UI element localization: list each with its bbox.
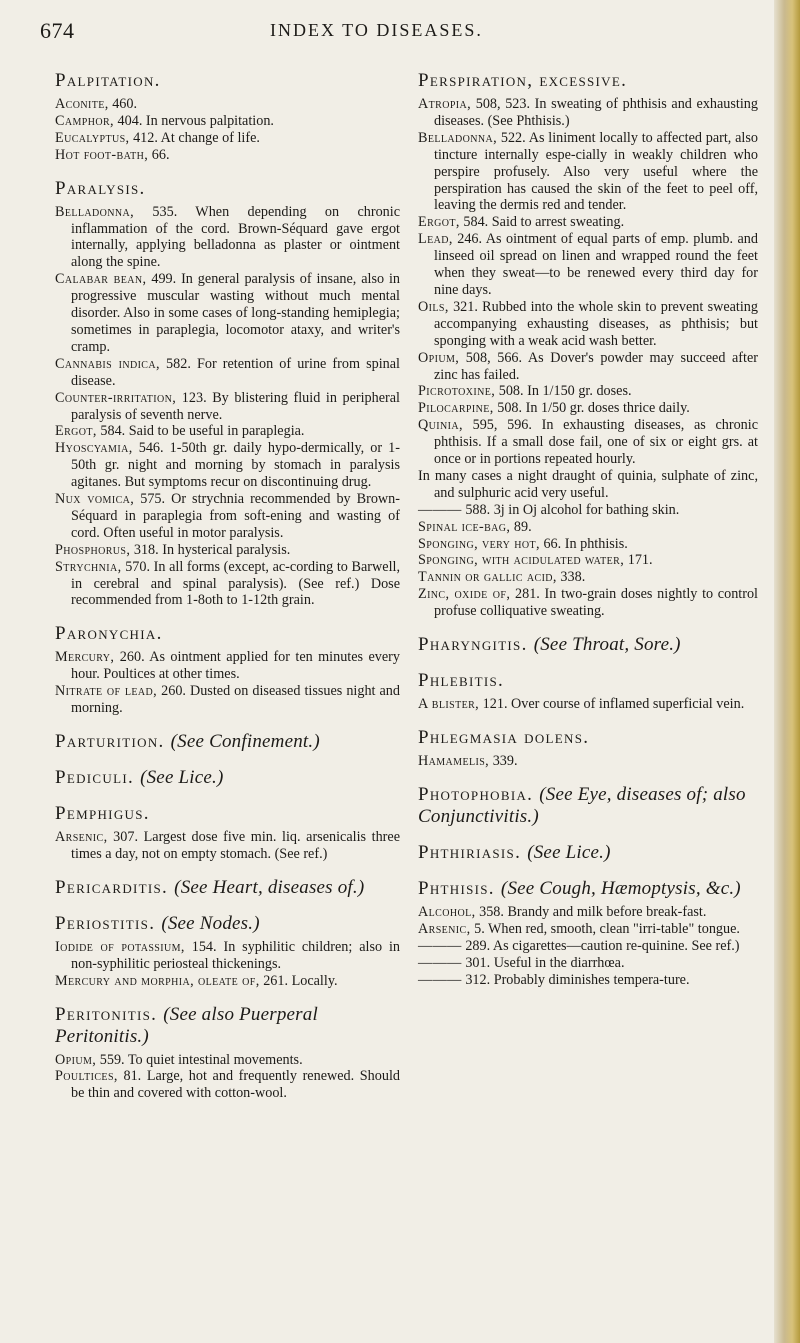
entry-text: 289. As cigarettes—caution re-quinine. See ref.): [461, 937, 740, 954]
remedy-name: Opium,: [418, 349, 460, 366]
heading-term: Paronychia.: [55, 623, 163, 645]
remedy-name: Quinia,: [418, 417, 463, 434]
section-heading: [55, 70, 400, 92]
remedy-name: Ergot,: [55, 423, 97, 440]
index-entry: [55, 1052, 400, 1069]
cross-reference: (See also Puerperal Peritonitis.): [55, 1003, 318, 1047]
index-section: [418, 842, 758, 864]
entry-text: 171.: [624, 552, 653, 569]
index-entry: [55, 204, 400, 272]
index-entry: [55, 683, 400, 717]
section-heading: [55, 623, 400, 645]
index-entry: [55, 559, 400, 610]
section-heading: [418, 70, 758, 92]
section-heading: [418, 878, 758, 900]
heading-term: Pemphigus.: [55, 803, 150, 824]
index-entry: [55, 939, 400, 973]
remedy-name: Belladonna,: [418, 129, 498, 146]
remedy-name: Oils,: [418, 298, 449, 315]
index-entry: [418, 536, 758, 553]
entry-text: 546. 1-50th gr. daily hypo-dermically, or 1-50th gr. night and morning by stomach in paralysis agitanes. But symptoms recur on discontinuing drug.: [71, 440, 400, 491]
running-title: INDEX TO DISEASES.: [270, 20, 483, 40]
index-section: [418, 670, 758, 713]
remedy-name: Ergot,: [418, 214, 460, 231]
entry-text: 522. As liniment locally to affected part, also tincture internally espe-cially in weakly children who perspire profusely. Also very useful where the perspiration has caused the skin of the feet to peel off, leaving the dermis red and tender.: [434, 129, 758, 214]
page-header: [40, 18, 770, 48]
remedy-name: Picrotoxine,: [418, 383, 496, 400]
entry-text: 66. In phthisis.: [539, 535, 628, 552]
index-entry: [55, 1068, 400, 1102]
heading-term: Pediculi.: [55, 767, 135, 788]
cross-reference: (See Confinement.): [170, 731, 320, 752]
index-section: [418, 878, 758, 989]
heading-term: Paralysis.: [55, 177, 146, 199]
entry-text: 261. Locally.: [259, 972, 338, 989]
index-entry: [418, 753, 758, 770]
entry-text: 508, 566. As Dover's powder may succeed after zinc has failed.: [434, 349, 758, 383]
section-heading: [55, 731, 400, 753]
entry-text: 595, 596. In exhausting diseases, as chronic phthisis. If a small dose fail, one of six or eight grs. at once or in portions repeated hourly.: [434, 417, 758, 468]
index-entry: [418, 299, 758, 350]
remedy-name: Arsenic,: [55, 829, 108, 845]
remedy-name: ———: [418, 954, 462, 971]
entry-text: 246. As ointment of equal parts of emp. plumb. and linseed oil spread on linen and wrapped round the feet when they sweat—to be renewed every third day for nine days.: [434, 231, 758, 298]
index-entry: [418, 400, 758, 417]
remedy-name: ———: [418, 501, 462, 518]
entry-text: 318. In hysterical paralysis.: [130, 541, 291, 558]
remedy-name: Spinal ice-bag,: [418, 518, 511, 535]
remedy-name: Cannabis indica,: [55, 355, 160, 372]
remedy-name: Mercury,: [55, 649, 115, 666]
entry-text: 281. In two-grain doses nightly to control profuse colliquative sweating.: [434, 586, 758, 620]
heading-term: Phlegmasia dolens.: [418, 727, 590, 748]
section-heading: [418, 634, 758, 656]
entry-text: 154. In syphilitic children; also in non-syphilitic periosteal thickenings.: [71, 938, 400, 972]
section-heading: [55, 767, 400, 789]
entry-text: 312. Probably diminishes tempera-ture.: [461, 971, 690, 988]
remedy-name: Phosphorus,: [55, 541, 131, 558]
index-entry: [418, 383, 758, 400]
remedy-name: Hot foot-bath,: [55, 146, 149, 163]
remedy-name: Calabar bean,: [55, 271, 147, 288]
index-entry: [418, 586, 758, 620]
remedy-name: ———: [418, 971, 462, 988]
heading-term: Parturition.: [55, 731, 165, 752]
entry-text: 260. As ointment applied for ten minutes every hour. Poultices at other times.: [71, 649, 400, 683]
remedy-name: Opium,: [55, 1051, 97, 1068]
index-entry: [55, 542, 400, 559]
entry-text: 66.: [148, 146, 170, 163]
index-entry: [418, 921, 758, 938]
section-heading: [55, 803, 400, 825]
index-section: [418, 727, 758, 770]
index-section: [55, 877, 400, 899]
entry-text: 321. Rubbed into the whole skin to prevent sweating accompanying exhausting diseases, as phthisis; but sponging with a weak acid wash better.: [434, 298, 758, 349]
entry-text: 307. Largest dose five min. liq. arsenicalis three times a day, not on empty stomach. (See ref.): [71, 829, 400, 862]
entry-text: 582. For retention of urine from spinal disease.: [71, 355, 400, 389]
remedy-name: Aconite,: [55, 96, 109, 112]
remedy-name: Pilocarpine,: [418, 400, 494, 417]
right-column: [418, 60, 758, 1002]
entry-text: 559. To quiet intestinal movements.: [96, 1051, 303, 1068]
index-section: [55, 623, 400, 717]
entry-text: 358. Brandy and milk before break-fast.: [475, 903, 707, 920]
remedy-name: Nux vomica,: [55, 491, 135, 508]
section-heading: [55, 178, 400, 200]
index-section: [418, 70, 758, 620]
heading-term: Pharyngitis.: [418, 634, 528, 656]
index-entry: [55, 649, 400, 683]
entry-text: 121. Over course of inflamed superficial vein.: [479, 696, 745, 713]
cross-reference: (See Throat, Sore.): [533, 634, 681, 656]
cross-reference: (See Heart, diseases of.): [174, 876, 365, 898]
index-entry: [55, 390, 400, 424]
remedy-name: Hamamelis,: [418, 753, 490, 769]
index-entry: [418, 955, 758, 972]
heading-term: Phlebitis.: [418, 670, 505, 692]
remedy-name: Tannin or gallic acid,: [418, 569, 557, 586]
entry-text: 508. In 1/50 gr. doses thrice daily.: [493, 400, 690, 417]
entry-text: 123. By blistering fluid in peripheral paralysis of seventh nerve.: [71, 389, 400, 423]
index-entry: [418, 938, 758, 955]
entry-text: 460.: [108, 96, 138, 112]
cross-reference: (See Cough, Hæmoptysis, &c.): [500, 877, 741, 899]
cross-reference: (See Lice.): [527, 841, 611, 863]
remedy-name: Camphor,: [55, 112, 114, 129]
entry-text: 89.: [510, 518, 532, 535]
index-entry: [55, 113, 400, 130]
entry-text: 338.: [556, 569, 586, 586]
entry-text: 81. Large, hot and frequently renewed. Should be thin and covered with cotton-wool.: [71, 1068, 400, 1102]
entry-text: 588. 3j in Oj alcohol for bathing skin.: [461, 501, 680, 518]
heading-term: Palpitation.: [55, 70, 161, 91]
index-entry: [418, 130, 758, 215]
entry-text: 508, 523. In sweating of phthisis and exhausting diseases. (See Phthisis.): [434, 96, 758, 129]
index-entry: [418, 350, 758, 384]
index-entry: [418, 468, 758, 502]
heading-term: Peritonitis.: [55, 1003, 158, 1025]
remedy-name: Sponging, with acidulated water,: [418, 552, 625, 569]
heading-term: Periostitis.: [55, 912, 156, 934]
index-entry: [55, 356, 400, 390]
entry-text: 584. Said to arrest sweating.: [459, 214, 625, 231]
index-section: [418, 634, 758, 656]
index-entry: [55, 147, 400, 164]
index-section: [55, 1004, 400, 1103]
left-column: [55, 60, 400, 1116]
cross-reference: (See Lice.): [140, 767, 224, 788]
heading-term: Pericarditis.: [55, 876, 169, 898]
index-section: [55, 913, 400, 990]
index-entry: [418, 552, 758, 569]
section-heading: [55, 877, 400, 899]
entry-text: 570. In all forms (except, ac-cording to Barwell, in cerebral and spinal paralysis). (See ref.) Dose recommended from 1-8oth to 1-12th grain.: [71, 558, 400, 609]
index-section: [55, 803, 400, 863]
index-entry: [55, 96, 400, 113]
heading-term: Perspiration, excessive.: [418, 70, 628, 91]
entry-text: 5. When red, smooth, clean "irri-table" tongue.: [470, 920, 740, 937]
index-entry: [55, 491, 400, 542]
index-entry: [418, 569, 758, 586]
heading-term: Photophobia.: [418, 783, 534, 805]
entry-text: 260. Dusted on diseased tissues night and morning.: [71, 683, 400, 717]
cross-reference: (See Nodes.): [161, 912, 260, 934]
remedy-name: Iodide of potassium,: [55, 938, 185, 955]
remedy-name: Strychnia,: [55, 558, 122, 575]
index-section: [55, 178, 400, 610]
index-entry: [55, 440, 400, 491]
index-entry: [55, 423, 400, 440]
entry-text: 339.: [489, 753, 518, 769]
entry-text: 584. Said to be useful in paraplegia.: [96, 423, 305, 440]
index-entry: [418, 502, 758, 519]
index-section: [55, 731, 400, 753]
remedy-name: Hyoscyamia,: [55, 440, 133, 457]
page-edge: [774, 0, 800, 1343]
entry-text: 508. In 1/150 gr. doses.: [495, 383, 632, 400]
remedy-name: Lead,: [418, 231, 453, 248]
remedy-name: Mercury and morphia, oleate of,: [55, 972, 260, 989]
remedy-name: Poultices,: [55, 1068, 118, 1085]
index-entry: [418, 519, 758, 536]
index-section: [55, 767, 400, 789]
entry-text: 404. In nervous palpitation.: [114, 112, 274, 129]
index-section: [55, 70, 400, 164]
section-heading: [55, 1004, 400, 1048]
remedy-name: Nitrate of lead,: [55, 683, 158, 700]
remedy-name: Counter-irritation,: [55, 389, 177, 406]
remedy-name: Belladonna,: [55, 203, 135, 220]
section-heading: [55, 913, 400, 935]
cross-reference: (See Eye, diseases of; also Conjunctivitis.): [418, 783, 746, 827]
entry-text: 301. Useful in the diarrhœa.: [461, 954, 625, 971]
remedy-name: ———: [418, 937, 462, 954]
entry-text: 499. In general paralysis of insane, also in progressive muscular wasting without much mental disorder. Also in some cases of long-standing hemiplegia; sometimes in paraplegia, locomotor ataxy, and writer's cramp.: [71, 271, 400, 355]
index-entry: [418, 417, 758, 468]
index-entry: [418, 904, 758, 921]
index-entry: [55, 829, 400, 863]
index-entry: [55, 271, 400, 356]
index-entry: [418, 96, 758, 130]
section-heading: [418, 670, 758, 692]
entry-text: 575. Or strychnia recommended by Brown-Séquard in paraplegia from soft-ening and wasting of cord. Often useful in motor paralysis.: [71, 491, 400, 541]
remedy-name: Atropia,: [418, 96, 472, 112]
remedy-name: Arsenic,: [418, 920, 471, 937]
remedy-name: Alcohol,: [418, 903, 476, 920]
page-number: 674: [40, 18, 75, 43]
index-entry: [55, 130, 400, 147]
section-heading: [418, 727, 758, 749]
index-entry: [418, 214, 758, 231]
remedy-name: Sponging, very hot,: [418, 535, 540, 552]
index-section: [418, 784, 758, 828]
remedy-name: Eucalyptus,: [55, 129, 130, 146]
heading-term: Phthisis.: [418, 877, 495, 899]
index-entry: [55, 973, 400, 990]
remedy-name: Zinc, oxide of,: [418, 586, 511, 603]
index-entry: [418, 972, 758, 989]
remedy-name: A blister,: [418, 696, 480, 713]
index-entry: [418, 231, 758, 299]
entry-text: 535. When depending on chronic inflammation of the cord. Brown-Séquard gave ergot internally, applying belladonna as plaster or ointment along the spine.: [71, 203, 400, 271]
heading-term: Phthiriasis.: [418, 841, 522, 863]
index-entry: [418, 696, 758, 713]
section-heading: [418, 784, 758, 828]
entry-text: 412. At change of life.: [129, 129, 260, 146]
section-heading: [418, 842, 758, 864]
entry-text: In many cases a night draught of quinia, sulphate of zinc, and sulphuric acid very useful.: [418, 467, 758, 501]
